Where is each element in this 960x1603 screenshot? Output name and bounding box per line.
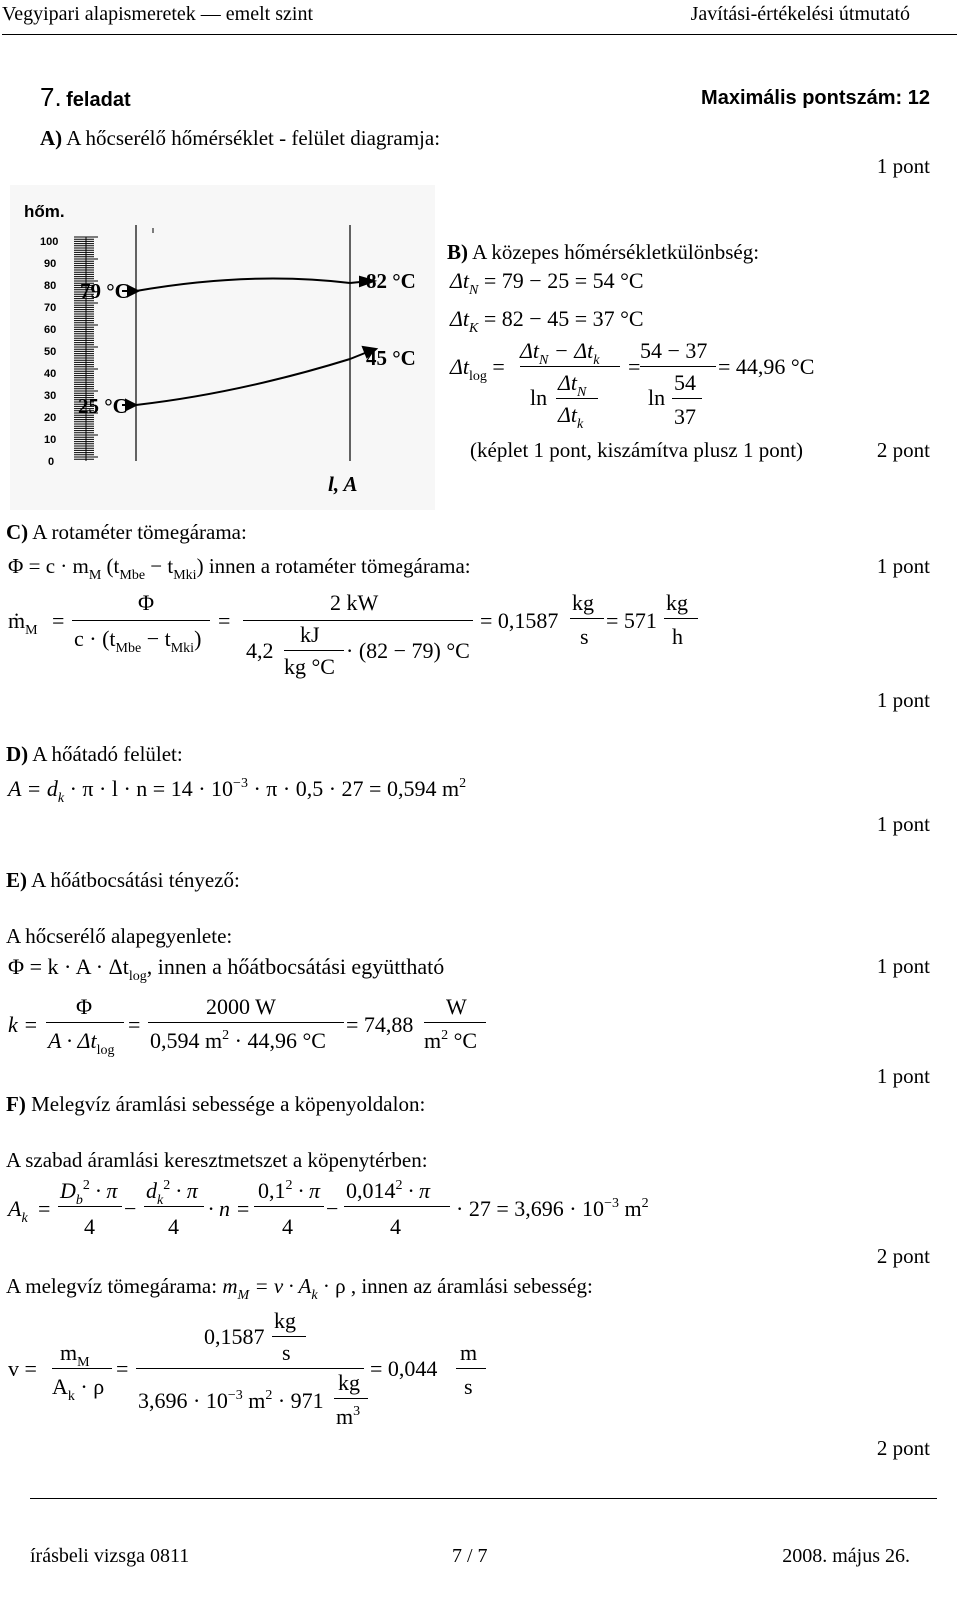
delta-t-n: $\Delta t_N = 79 - 25 = 54$ °C (450, 268, 644, 298)
velocity-num-unit-num: kg (274, 1308, 296, 1333)
ak-line-2 (144, 1206, 204, 1207)
tick-label: 80 (44, 280, 57, 292)
k-unit-line (424, 1022, 486, 1023)
cold-outlet-temp: 45 °C (366, 346, 416, 370)
tick-label: 10 (44, 434, 57, 446)
mass-flow-phi: Φ (138, 590, 155, 615)
delta-t-k: $\Delta t_K = 82 - 45 = 37$ °C (450, 306, 644, 336)
ak-line-4 (344, 1206, 450, 1207)
tick-label: 40 (44, 368, 57, 380)
section-b-note: (képlet 1 pont, kiszámítva plusz 1 pont) (470, 438, 804, 462)
mass-flow-eq2: = (218, 608, 231, 633)
section-b-heading: B) A közepes hőmérsékletkülönbség: (447, 240, 760, 264)
lmtd-values-numerator: 54 − 37 (640, 338, 708, 363)
k-unit-num: W (446, 994, 467, 1019)
hot-outlet-temp: 82 °C (366, 269, 416, 293)
specific-heat-unit-line (284, 650, 344, 651)
tick-label: 90 (44, 258, 57, 270)
velocity-result: = 0,044 (370, 1356, 438, 1381)
ak-den-2: 4 (168, 1214, 179, 1239)
ak-line-3 (254, 1206, 324, 1207)
ak-result: · $27 = 3,696 \cdot 10^{-3}$ $m^2$ (456, 1196, 649, 1221)
velocity-formula-den: $A_k \cdot \rho$ (52, 1374, 105, 1404)
cold-inlet-temp: 25 °C (78, 394, 128, 418)
tick-label: 60 (44, 324, 57, 336)
lmtd-inner-denominator: $\Delta t_k$ (558, 402, 584, 432)
section-f-points-2: 2 pont (876, 1436, 930, 1460)
k-formula-num: Φ (76, 994, 93, 1019)
footer-page: 7 / 7 (452, 1545, 488, 1567)
mass-flow-line-1 (72, 620, 210, 621)
tick-label: 100 (40, 236, 59, 248)
velocity-num-unit-den: s (282, 1340, 291, 1365)
section-c-points-1: 1 pont (876, 554, 930, 578)
ak-num-2: $d_k^2 \cdot \pi$ (146, 1178, 198, 1208)
density-unit-line (334, 1398, 368, 1399)
tick-label: 70 (44, 302, 57, 314)
ak-num-1: $D_b^2 \cdot \pi$ (60, 1178, 118, 1208)
ak-den-3: 4 (282, 1214, 293, 1239)
ak-symbol: $A_k$ (8, 1196, 28, 1226)
lmtd-formula-numerator: $\Delta t_N - \Delta t_k$ (520, 338, 600, 368)
ak-den-1: 4 (84, 1214, 95, 1239)
k-values-line (148, 1022, 344, 1023)
max-points: Maximális pontszám: 12 (701, 87, 930, 109)
ak-minus-1: − (124, 1196, 137, 1221)
k-formula-line (46, 1022, 124, 1023)
lmtd-values-inner-line (672, 398, 702, 399)
velocity-formula-num: $m_M$ (60, 1340, 90, 1370)
section-f-points-1: 2 pont (876, 1244, 930, 1268)
header-left: Vegyipari alapismeretek — emelt szint (2, 3, 314, 25)
section-b-points: 2 pont (876, 438, 930, 462)
lmtd-values-inner-den: 37 (674, 404, 696, 429)
temperature-surface-diagram (10, 185, 435, 510)
velocity-num-value: 0,1587 (204, 1324, 265, 1349)
section-a-points: 1 pont (876, 154, 930, 178)
k-values-num: 2000 W (206, 994, 276, 1019)
specific-heat-value: 4,2 (246, 638, 274, 663)
header-right: Javítási-értékelési útmutató (690, 3, 910, 25)
ak-eq: = (38, 1196, 51, 1221)
k-symbol: k = (8, 1012, 39, 1037)
k-formula-den: $A \cdot \Delta t_{log}$ (48, 1028, 115, 1058)
x-axis-label: l, A (328, 472, 358, 496)
footer-rule (30, 1498, 937, 1499)
section-e-points-2: 1 pont (876, 1064, 930, 1088)
specific-heat-unit-den: kg °C (284, 654, 335, 679)
velocity-num-unit-line (272, 1336, 306, 1337)
mass-flow-denominator: $c \cdot (t_{Mbe} - t_{Mki})$ (74, 626, 202, 656)
lmtd-values-ln: ln (648, 385, 666, 410)
mass-flow-result-2: = 571 (606, 608, 657, 633)
mass-flow-result-1: = 0,1587 (480, 608, 559, 633)
mass-flow-line-2 (243, 620, 473, 621)
lmtd-values-inner-num: 54 (674, 370, 696, 395)
result-2-unit-num: kg (666, 590, 688, 615)
result-2-unit-line (664, 618, 698, 619)
ak-den-4: 4 (390, 1214, 401, 1239)
result-2-unit-den: h (672, 624, 683, 649)
basic-equation-label: A hőcserélő alapegyenlete: (6, 924, 233, 948)
lmtd-result: = 44,96 °C (718, 354, 815, 379)
water-mass-flow-line: A melegvíz tömegárama: $m_M = v \cdot A_k \cdot \rho$ , innen az áramlási sebesség: (6, 1274, 593, 1303)
tick-label: 0 (48, 456, 55, 468)
basic-equation: $\Phi = k \cdot A \cdot \Delta t_{log}$, innen a hőátbocsátási együttható (8, 954, 445, 984)
result-1-unit-line (570, 618, 604, 619)
lmtd-inner-line (556, 398, 598, 399)
section-c-points-2: 1 pont (876, 688, 930, 712)
y-axis-label: hőm. (24, 202, 65, 221)
section-e-heading: E) A hőátbocsátási tényező: (6, 868, 240, 892)
footer-date: 2008. május 26. (782, 1545, 910, 1567)
velocity-den-value: $3,696 \cdot 10^{-3}$ $m^2 \cdot 971$ (138, 1388, 324, 1413)
header-rule (2, 34, 957, 35)
task-title: 7. feladat (40, 82, 131, 112)
ak-times-n: · n = (208, 1196, 251, 1221)
delta-t-log-label: $\Delta t_{log}$ = (450, 354, 505, 384)
lmtd-ln: ln (530, 385, 548, 410)
mass-flow-symbol: ṁ$_M$ (8, 608, 38, 638)
section-e-points-1: 1 pont (876, 954, 930, 978)
mass-flow-numerator-value: 2 kW (330, 590, 379, 615)
velocity-eq: = (116, 1356, 129, 1381)
ak-minus-2: − (326, 1196, 339, 1221)
result-1-unit-den: s (580, 624, 589, 649)
surface-area-equation: $A = d_k \cdot \pi \cdot l \cdot n = 14 \cdot 10^{-3} \cdot \pi \cdot 0,5 \cdot 27 = 0,594$ $m^2$ (8, 776, 467, 806)
k-unit-den: $m^2$ °C (424, 1028, 478, 1053)
k-values-den: 0,594 $m^2 \cdot 44,96$ °C (150, 1028, 326, 1053)
section-a-heading: A) A hőcserélő hőmérséklet - felület diagramja: (40, 126, 441, 150)
lmtd-formula-line (520, 366, 620, 367)
mass-flow-eq1: = (52, 608, 65, 633)
footer-left: írásbeli vizsga 0811 (30, 1545, 190, 1567)
tick-label: 30 (44, 390, 57, 402)
k-result: = 74,88 (346, 1012, 414, 1037)
velocity-unit-den: s (464, 1374, 473, 1399)
section-d-heading: D) A hőátadó felület: (6, 742, 183, 766)
section-c-heading: C) A rotaméter tömegárama: (6, 520, 247, 544)
section-d-points: 1 pont (876, 812, 930, 836)
velocity-unit-line (456, 1368, 486, 1369)
section-f-heading: F) Melegvíz áramlási sebessége a köpenyoldalon: (6, 1092, 426, 1116)
density-unit-den: $m^3$ (336, 1404, 361, 1429)
lmtd-eq: = (628, 354, 641, 379)
heat-flow-equation: $\Phi = c \cdot m_M$ $(t_{Mbe} - t_{Mki})$ innen a rotaméter tömegárama: (8, 554, 471, 583)
velocity-unit-num: m (460, 1340, 478, 1365)
ak-line-1 (58, 1206, 122, 1207)
specific-heat-unit-num: kJ (300, 622, 320, 647)
lmtd-values-line (640, 366, 716, 367)
tick-label: 50 (44, 346, 57, 358)
k-eq: = (128, 1012, 141, 1037)
temperature-difference: · (82 − 79) °C (346, 638, 470, 663)
hot-inlet-temp: 79 °C (80, 279, 130, 303)
velocity-symbol: v = (8, 1356, 37, 1381)
density-unit-num: kg (338, 1370, 360, 1395)
ak-num-4: $0,014^2 \cdot \pi$ (346, 1178, 431, 1203)
tick-label: 20 (44, 412, 57, 424)
velocity-formula-line (52, 1368, 112, 1369)
lmtd-inner-numerator: $\Delta t_N$ (558, 370, 587, 400)
cross-section-label: A szabad áramlási keresztmetszet a köpenytérben: (6, 1148, 428, 1172)
result-1-unit-num: kg (572, 590, 594, 615)
velocity-values-line (136, 1368, 364, 1369)
ak-num-3: $0,1^2 \cdot \pi$ (258, 1178, 321, 1203)
